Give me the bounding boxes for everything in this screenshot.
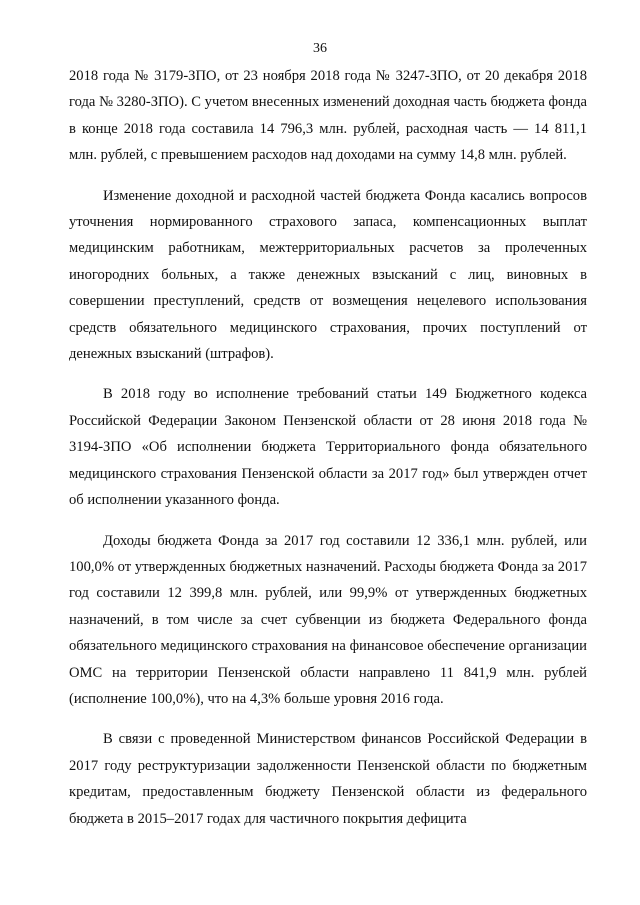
- paragraph-continuation: 2018 года № 3179-ЗПО, от 23 ноября 2018 года № 3247-ЗПО, от 20 декабря 2018 года № 3280-ЗПО). С учетом внесенных изменений доходная часть бюджета фонда в конце 2018 года составила 14 796,3 млн. рублей, расходная часть — 14 811,1 млн. рублей, с превышением расходов над доходами на сумму 14,8 млн. рублей.: [69, 68, 587, 164]
- page-number: 36: [313, 41, 327, 56]
- paragraph-budget-changes: Изменение доходной и расходной частей бюджета Фонда касались вопросов уточнения нормированного страхового запаса, компенсационных выплат медицинским работникам, межтерриториальных расчетов за пролеченных иногородних больных, а также денежных взысканий с лиц, виновных в совершении преступлений, средств от возмещения нецелевого использования средств обязательного медицинского страхования, прочих поступлений от денежных взысканий (штрафов).: [69, 187, 587, 363]
- document-body: [69, 63, 587, 846]
- paragraph-law-report: В 2018 году во исполнение требований статьи 149 Бюджетного кодекса Российской Федерации Законом Пензенской области от 28 июня 2018 года № 3194-ЗПО «Об исполнении бюджета Территориального фонда обязательного медицинского страхования Пензенской области за 2017 год» был утвержден отчет об исполнении указанного фонда.: [69, 386, 587, 509]
- paragraph-fund-income: Доходы бюджета Фонда за 2017 год составили 12 336,1 млн. рублей, или 100,0% от утвержденных бюджетных назначений. Расходы бюджета Фонда за 2017 год составили 12 399,8 млн. рублей, или 99,9% от утвержденных бюджетных назначений, в том числе за счет субвенции из бюджета Федерального фонда обязательного медицинского страхования на финансовое обеспечение организации ОМС на территории Пензенской области направлено 11 841,9 млн. рублей (исполнение 100,0%), что на 4,3% больше уровня 2016 года.: [69, 532, 587, 707]
- paragraph-restructuring: В связи с проведенной Министерством финансов Российской Федерации в 2017 году реструктуризации задолженности Пензенской области по бюджетным кредитам, предоставленным бюджету Пензенской области из федерального бюджета в 2015–2017 годах для частичного покрытия дефицита: [69, 731, 587, 827]
